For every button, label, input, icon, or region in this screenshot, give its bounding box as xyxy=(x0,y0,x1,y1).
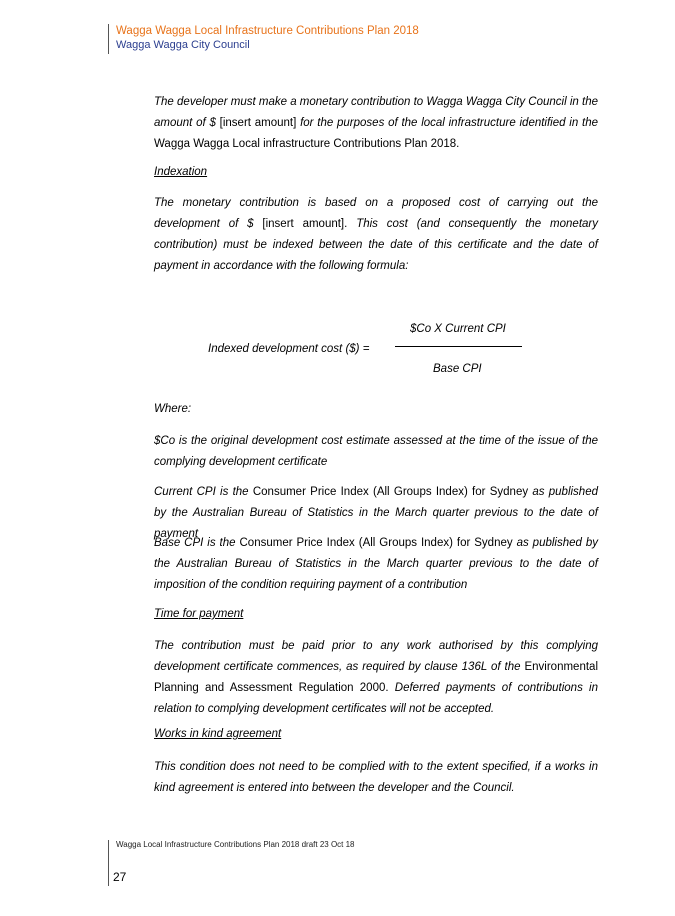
text-run: The contribution must be paid prior to any work authorised by this complying development certificate commences, as required by clause 136L of the xyxy=(154,640,598,673)
paragraph-monetary-contribution xyxy=(154,92,598,155)
heading-text: Works in kind agreement xyxy=(154,728,282,740)
paragraph-time-for-payment xyxy=(154,636,598,720)
text-run: [insert amount] xyxy=(215,117,301,129)
text-run: [insert amount]. xyxy=(253,218,357,230)
text-run: Deferred payments of contributions in relation to complying development certificates will not be accepted. xyxy=(154,682,598,715)
text-run: The monetary contribution is based on a proposed cost of carrying out the development of $ xyxy=(154,197,598,230)
text-run: Environmental Planning and Assessment Regulation 2000. xyxy=(154,661,598,694)
where-label xyxy=(154,399,598,420)
text-run: Current CPI is the xyxy=(154,486,249,498)
text-run: for the purposes of the local infrastructure identified in the xyxy=(300,117,598,129)
text-run: This cost (and consequently the monetary contribution) must be indexed between the date of this certificate and the date of payment in accordance with the following formula: xyxy=(154,218,598,272)
header-title: Wagga Wagga Local Infrastructure Contributions Plan 2018 xyxy=(116,25,419,37)
text-run: Base CPI is the xyxy=(154,537,236,549)
footer-text: Wagga Local Infrastructure Contributions Plan 2018 draft 23 Oct 18 xyxy=(116,840,355,849)
text-run: The developer must make a monetary contribution to Wagga Wagga City Council in the amount of $ xyxy=(154,96,598,129)
heading-time-for-payment xyxy=(154,604,598,625)
heading-indexation xyxy=(154,162,598,183)
definition-co: $Co is the original development cost estimate assessed at the time of the issue of the complying development certificate xyxy=(154,435,598,468)
formula-fraction-bar xyxy=(395,346,522,347)
paragraph-works-in-kind: This condition does not need to be complied with to the extent specified, if a works in kind agreement is entered into between the developer and the Council. xyxy=(154,761,598,794)
header-divider xyxy=(108,24,109,54)
heading-works-in-kind xyxy=(154,724,598,745)
text-run: Consumer Price Index (All Groups Index) for Sydney xyxy=(248,486,533,498)
heading-text: Indexation xyxy=(154,166,208,178)
text-run: Where: xyxy=(154,403,192,415)
text-run: Consumer Price Index (All Groups Index) for Sydney xyxy=(235,537,517,549)
heading-text: Time for payment xyxy=(154,608,244,620)
footer-divider xyxy=(108,840,109,886)
text-run: Wagga Wagga Local infrastructure Contributions Plan 2018. xyxy=(154,138,460,150)
page-number: 27 xyxy=(113,870,127,884)
text-run: as published by the Australian Bureau of Statistics in the March quarter previous to the date of payment xyxy=(154,486,598,540)
formula-label: Indexed development cost ($) = xyxy=(208,343,370,355)
formula-numerator: $Co X Current CPI xyxy=(410,323,506,335)
paragraph-indexation xyxy=(154,193,598,277)
definition-base-cpi xyxy=(154,533,598,596)
formula-denominator: Base CPI xyxy=(433,363,482,375)
text-run: as published by the Australian Bureau of Statistics in the March quarter previous to the date of imposition of the condition requiring payment of a contribution xyxy=(154,537,599,591)
header-subtitle: Wagga Wagga City Council xyxy=(116,39,250,51)
